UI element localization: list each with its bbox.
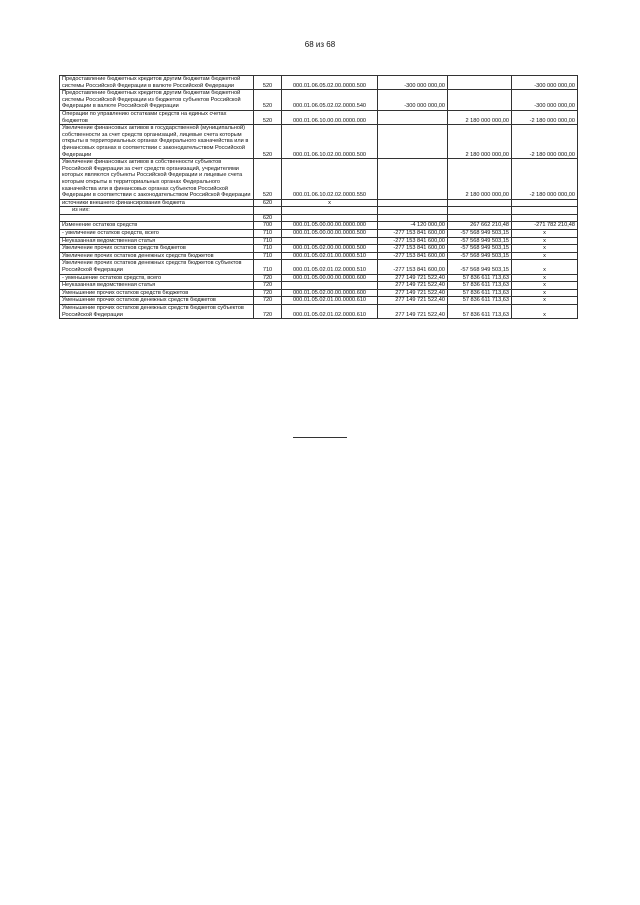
row-name-cell: - уменьшение остатков средств, всего	[60, 274, 254, 282]
row-code-cell: 710	[254, 230, 282, 238]
row-code-cell: 720	[254, 282, 282, 290]
row-code-cell: 710	[254, 260, 282, 274]
row-code-cell: 520	[254, 76, 282, 90]
table-row	[60, 125, 578, 159]
row-executed-cell: 57 836 611 713,63	[448, 289, 512, 297]
table-row	[60, 237, 578, 245]
row-name-cell	[60, 214, 254, 222]
row-kbk-cell	[282, 214, 378, 222]
row-kbk-cell: 000.01.05.02.01.02.0000.510	[282, 260, 378, 274]
row-code-cell: 720	[254, 289, 282, 297]
page-number: 68 из 68	[304, 40, 336, 49]
row-name-cell: Операции по управлению остатками средств на единых счетах бюджетов	[60, 110, 254, 124]
row-unexecuted-cell: x	[512, 305, 578, 319]
row-code-cell: 620	[254, 199, 282, 207]
row-executed-cell: 2 180 000 000,00	[448, 159, 512, 200]
row-executed-cell: 57 836 611 713,63	[448, 274, 512, 282]
sources-financing-table	[59, 75, 578, 319]
row-kbk-cell: 000.01.05.02.00.00.0000.600	[282, 289, 378, 297]
row-unexecuted-cell: -2 180 000 000,00	[512, 125, 578, 159]
table-row	[60, 207, 578, 215]
row-approved-cell: -277 153 841 600,00	[378, 230, 448, 238]
row-approved-cell: 277 149 721 522,40	[378, 297, 448, 305]
row-kbk-cell: 000.01.05.02.01.02.0000.610	[282, 305, 378, 319]
row-kbk-cell: 000.01.06.10.02.00.0000.500	[282, 125, 378, 159]
row-name-cell: Изменение остатков средств	[60, 222, 254, 230]
row-code-cell: 720	[254, 274, 282, 282]
row-name-cell: из них:	[60, 207, 254, 215]
table-row	[60, 110, 578, 124]
row-executed-cell	[448, 76, 512, 90]
row-unexecuted-cell: x	[512, 289, 578, 297]
row-unexecuted-cell: x	[512, 282, 578, 290]
row-code-cell: 700	[254, 222, 282, 230]
row-executed-cell	[448, 90, 512, 111]
table-row	[60, 245, 578, 253]
row-executed-cell: 57 836 611 713,63	[448, 305, 512, 319]
row-unexecuted-cell: -2 180 000 000,00	[512, 110, 578, 124]
row-code-cell: 520	[254, 110, 282, 124]
table-row	[60, 297, 578, 305]
row-approved-cell: 277 149 721 522,40	[378, 289, 448, 297]
row-name-cell: Неуказанная ведомственная статья	[60, 237, 254, 245]
row-approved-cell	[378, 207, 448, 215]
row-executed-cell: 2 180 000 000,00	[448, 110, 512, 124]
row-code-cell: 720	[254, 297, 282, 305]
table-row	[60, 230, 578, 238]
table-row	[60, 274, 578, 282]
table-row	[60, 76, 578, 90]
row-name-cell: Увеличение прочих остатков средств бюджетов	[60, 245, 254, 253]
row-name-cell: Предоставление бюджетных кредитов другим бюджетам бюджетной системы Российской Федерации в валюте Российской Федерации	[60, 76, 254, 90]
row-executed-cell: 57 836 611 713,63	[448, 282, 512, 290]
row-kbk-cell: 000.01.06.10.02.02.0000.550	[282, 159, 378, 200]
row-executed-cell: -57 568 949 503,15	[448, 237, 512, 245]
end-of-document-rule	[293, 437, 347, 438]
row-approved-cell: -4 120 000,00	[378, 222, 448, 230]
row-name-cell: Увеличение финансовых активов в собственности субъектов Российской Федерации за счет средств организаций, учредителями которых являются субъекты Российской Федерации и лицевые счета которым открыты в территориальных органах Федерального казначейства или в финансовых органах субъектов Российской Федерации в соответствии с законодательством Российской Федерации	[60, 159, 254, 200]
row-code-cell: 710	[254, 237, 282, 245]
table-body	[60, 76, 578, 319]
row-executed-cell: -57 568 949 503,15	[448, 245, 512, 253]
row-name-cell: Уменьшение прочих остатков денежных средств бюджетов субъектов Российской Федерации	[60, 305, 254, 319]
table-row	[60, 282, 578, 290]
row-name-cell: источники внешнего финансирования бюджета	[60, 199, 254, 207]
row-kbk-cell: 000.01.05.02.00.00.0000.500	[282, 245, 378, 253]
row-unexecuted-cell: x	[512, 245, 578, 253]
table-row	[60, 214, 578, 222]
row-name-cell: Увеличение прочих остатков денежных средств бюджетов субъектов Российской Федерации	[60, 260, 254, 274]
table-row	[60, 222, 578, 230]
row-code-cell: 710	[254, 245, 282, 253]
table-row	[60, 260, 578, 274]
row-unexecuted-cell: x	[512, 260, 578, 274]
table-row	[60, 199, 578, 207]
row-executed-cell: -57 568 949 503,15	[448, 260, 512, 274]
table-row	[60, 252, 578, 260]
row-name-cell: - увеличение остатков средств, всего	[60, 230, 254, 238]
row-kbk-cell: 000.01.06.05.02.02.0000.540	[282, 90, 378, 111]
row-approved-cell	[378, 214, 448, 222]
row-approved-cell	[378, 125, 448, 159]
row-unexecuted-cell: x	[512, 252, 578, 260]
row-kbk-cell: 000.01.05.00.00.00.0000.500	[282, 230, 378, 238]
row-code-cell: 710	[254, 252, 282, 260]
row-name-cell: Увеличение финансовых активов в государственной (муниципальной) собственности за счет средств организаций, лицевые счета которым открыты в территориальных органах Федерального казначейства или в финансовых органах в соответствии с законодательством Российской Федерации	[60, 125, 254, 159]
row-approved-cell: -277 153 841 600,00	[378, 260, 448, 274]
row-code-cell	[254, 207, 282, 215]
row-name-cell: Предоставление бюджетных кредитов другим бюджетам бюджетной системы Российской Федерации из бюджетов субъектов Российской Федерации в валюте Российской Федерации	[60, 90, 254, 111]
row-approved-cell: -300 000 000,00	[378, 76, 448, 90]
row-unexecuted-cell: -300 000 000,00	[512, 90, 578, 111]
row-kbk-cell: 000.01.05.00.00.00.0000.000	[282, 222, 378, 230]
row-approved-cell: 277 149 721 522,40	[378, 282, 448, 290]
row-code-cell: 720	[254, 305, 282, 319]
row-name-cell: Неуказанная ведомственная статья	[60, 282, 254, 290]
row-unexecuted-cell	[512, 199, 578, 207]
row-kbk-cell	[282, 282, 378, 290]
row-executed-cell: 57 836 611 713,63	[448, 297, 512, 305]
table-row	[60, 305, 578, 319]
row-unexecuted-cell	[512, 207, 578, 215]
row-kbk-cell: x	[282, 199, 378, 207]
row-approved-cell: -277 153 841 600,00	[378, 245, 448, 253]
table-row	[60, 289, 578, 297]
row-approved-cell	[378, 110, 448, 124]
row-executed-cell: -57 568 949 503,15	[448, 230, 512, 238]
row-approved-cell: 277 149 721 522,40	[378, 305, 448, 319]
row-executed-cell	[448, 199, 512, 207]
row-code-cell: 520	[254, 125, 282, 159]
row-executed-cell: -57 568 949 503,15	[448, 252, 512, 260]
row-code-cell: 620	[254, 214, 282, 222]
row-kbk-cell: 000.01.06.05.02.00.0000.500	[282, 76, 378, 90]
row-name-cell: Уменьшение прочих остатков денежных средств бюджетов	[60, 297, 254, 305]
row-kbk-cell: 000.01.05.02.01.00.0000.610	[282, 297, 378, 305]
row-kbk-cell	[282, 237, 378, 245]
row-name-cell: Увеличение прочих остатков денежных средств бюджетов	[60, 252, 254, 260]
row-kbk-cell: 000.01.05.00.00.00.0000.600	[282, 274, 378, 282]
row-approved-cell: -277 153 841 600,00	[378, 252, 448, 260]
row-approved-cell: -300 000 000,00	[378, 90, 448, 111]
row-unexecuted-cell: x	[512, 274, 578, 282]
row-executed-cell	[448, 214, 512, 222]
row-executed-cell: 2 180 000 000,00	[448, 125, 512, 159]
row-unexecuted-cell: -271 782 210,48	[512, 222, 578, 230]
row-unexecuted-cell: x	[512, 230, 578, 238]
row-unexecuted-cell: x	[512, 297, 578, 305]
row-kbk-cell: 000.01.05.02.01.00.0000.510	[282, 252, 378, 260]
row-kbk-cell: 000.01.06.10.00.00.0000.000	[282, 110, 378, 124]
row-approved-cell	[378, 159, 448, 200]
row-code-cell: 520	[254, 90, 282, 111]
row-executed-cell: 267 662 210,48	[448, 222, 512, 230]
row-unexecuted-cell	[512, 214, 578, 222]
row-approved-cell	[378, 199, 448, 207]
row-unexecuted-cell: -2 180 000 000,00	[512, 159, 578, 200]
row-executed-cell	[448, 207, 512, 215]
row-kbk-cell	[282, 207, 378, 215]
row-approved-cell: 277 149 721 522,40	[378, 274, 448, 282]
table-row	[60, 90, 578, 111]
row-unexecuted-cell: -300 000 000,00	[512, 76, 578, 90]
table-row	[60, 159, 578, 200]
row-unexecuted-cell: x	[512, 237, 578, 245]
row-code-cell: 520	[254, 159, 282, 200]
row-name-cell: Уменьшение прочих остатков средств бюджетов	[60, 289, 254, 297]
row-approved-cell: -277 153 841 600,00	[378, 237, 448, 245]
